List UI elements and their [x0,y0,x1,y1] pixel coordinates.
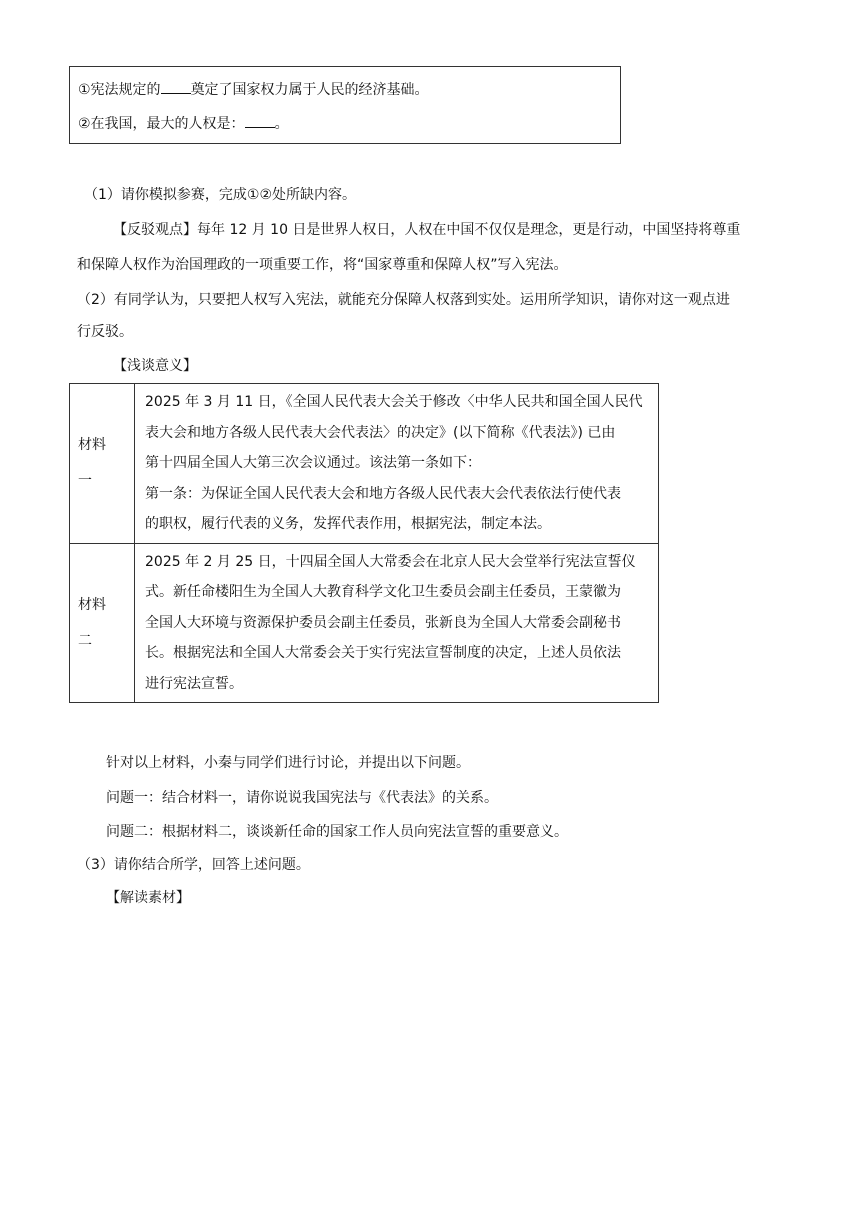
materials-table [69,383,659,703]
blank-2 [245,115,275,128]
discussion-intro: 针对以上材料，小秦与同学们进行讨论，并提出以下问题。 [106,755,470,771]
rebut-line-2: 和保障人权作为治国理政的一项重要工作，将“国家尊重和保障人权”写入宪法。 [77,257,568,273]
rebut-line-1: 【反驳观点】每年 12 月 10 日是世界人权日，人权在中国不仅仅是理念，更是行动，中国坚持将尊重 [113,222,741,238]
material-row [70,543,659,703]
question-2-line-1: （2）有同学认为，只要把人权写入宪法，就能充分保障人权落到实处。运用所学知识，请你对这一观点进 [77,292,730,308]
material-row [70,384,659,544]
box-line-1: ①宪法规定的 奠定了国家权力属于人民的经济基础。 [78,82,429,98]
question-one: 问题一：结合材料一，请你说说我国宪法与《代表法》的关系。 [106,790,498,806]
material-text: 2025 年 2 月 25 日，十四届全国人大常委会在北京人民大会堂举行宪法宣誓仪 式。新任命楼阳生为全国人大教育科学文化卫生委员会副主任委员，王蒙徽为 全国人大环境与资源保护委员会副主任委员，张新良为全国人大常委会副秘书 长。根据宪法和全国人大常委会关于实行宪法宣誓制度的决定，上述人员依法 进行宪法宣誓。 [135,543,659,703]
question-1: （1）请你模拟参赛，完成①②处所缺内容。 [84,187,357,203]
question-2-line-2: 行反驳。 [77,324,133,340]
material-label: 材料 二 [70,543,135,703]
section-heading-meaning: 【浅谈意义】 [113,358,197,374]
material-text: 2025 年 3 月 11 日，《全国人民代表大会关于修改〈中华人民共和国全国人民代 表大会和地方各级人民代表大会代表法〉的决定》(以下简称《代表法》) 已由 第十四届全国人大第三次会议通过。该法第一条如下： 第一条：为保证全国人民代表大会和地方各级人民代表大会代表依法行使代表 的职权，履行代表的义务，发挥代表作用，根据宪法，制定本法。 [135,384,659,544]
question-3: （3）请你结合所学，回答上述问题。 [77,857,310,873]
section-heading-material: 【解读素材】 [106,890,190,906]
question-two: 问题二：根据材料二，谈谈新任命的国家工作人员向宪法宣誓的重要意义。 [106,824,568,840]
box-line-2: ②在我国，最大的人权是： 。 [78,116,289,132]
blank-1 [161,81,191,94]
material-label: 材料 一 [70,384,135,544]
fill-in-box [69,66,621,144]
